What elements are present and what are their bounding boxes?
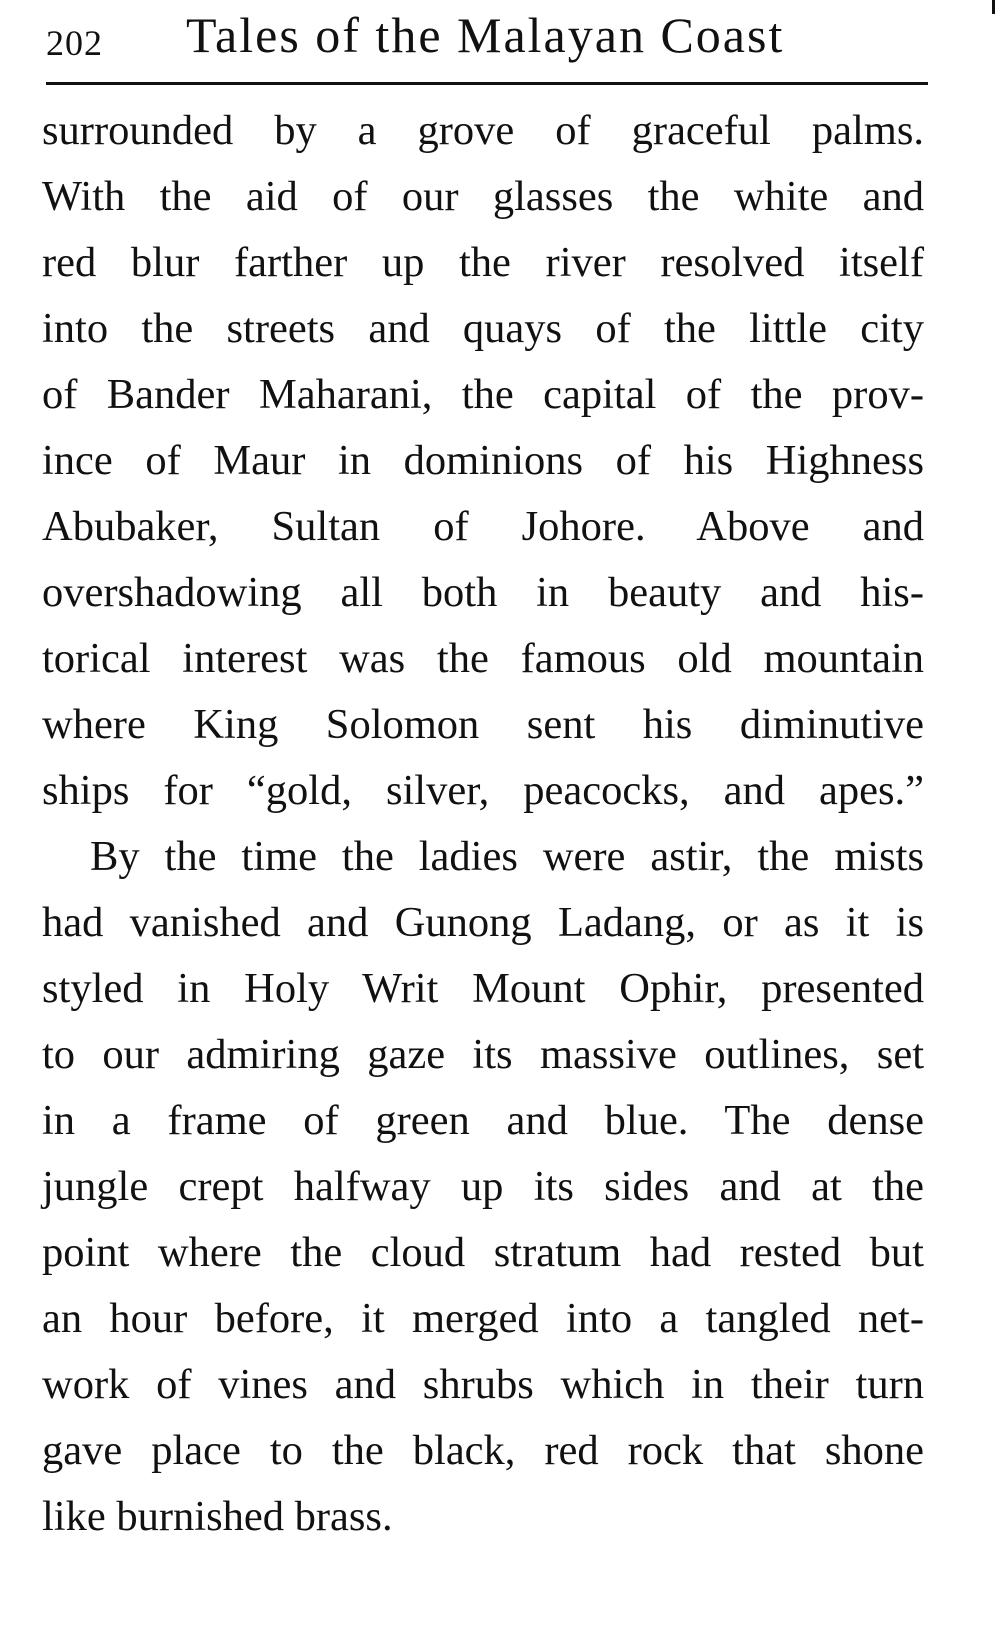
text-line: overshadowing all both in beauty and his- (42, 569, 924, 616)
page-number: 202 (46, 23, 103, 63)
text-line: to our admiring gaze its massive outlines, set (42, 1031, 924, 1078)
running-head-title: Tales of the Malayan Coast (186, 7, 785, 63)
text-line: work of vines and shrubs which in their turn (42, 1361, 924, 1408)
text-line: jungle crept halfway up its sides and at the (42, 1163, 924, 1210)
text-line-last: like burnished brass. (42, 1493, 393, 1540)
header-rule (46, 82, 928, 85)
text-line: styled in Holy Writ Mount Ophir, presented (42, 965, 924, 1012)
text-line: where King Solomon sent his diminutive (42, 701, 924, 748)
text-line: into the streets and quays of the little city (42, 305, 924, 352)
text-line: ships for “gold, silver, peacocks, and apes.” (42, 767, 924, 814)
corner-mark (992, 0, 995, 14)
text-line: torical interest was the famous old mountain (42, 635, 924, 682)
text-line: With the aid of our glasses the white and (42, 173, 924, 220)
text-line: of Bander Maharani, the capital of the prov- (42, 371, 924, 418)
text-line: ince of Maur in dominions of his Highness (42, 437, 924, 484)
text-line: in a frame of green and blue. The dense (42, 1097, 924, 1144)
text-line: point where the cloud stratum had rested but (42, 1229, 924, 1276)
text-line: Abubaker, Sultan of Johore. Above and (42, 503, 924, 550)
text-line: an hour before, it merged into a tangled net- (42, 1295, 924, 1342)
text-line: gave place to the black, red rock that shone (42, 1427, 924, 1474)
text-line-indent: By the time the ladies were astir, the mists (90, 833, 924, 880)
text-line: surrounded by a grove of graceful palms. (42, 107, 924, 154)
text-line: red blur farther up the river resolved itself (42, 239, 924, 286)
text-line: had vanished and Gunong Ladang, or as it is (42, 899, 924, 946)
